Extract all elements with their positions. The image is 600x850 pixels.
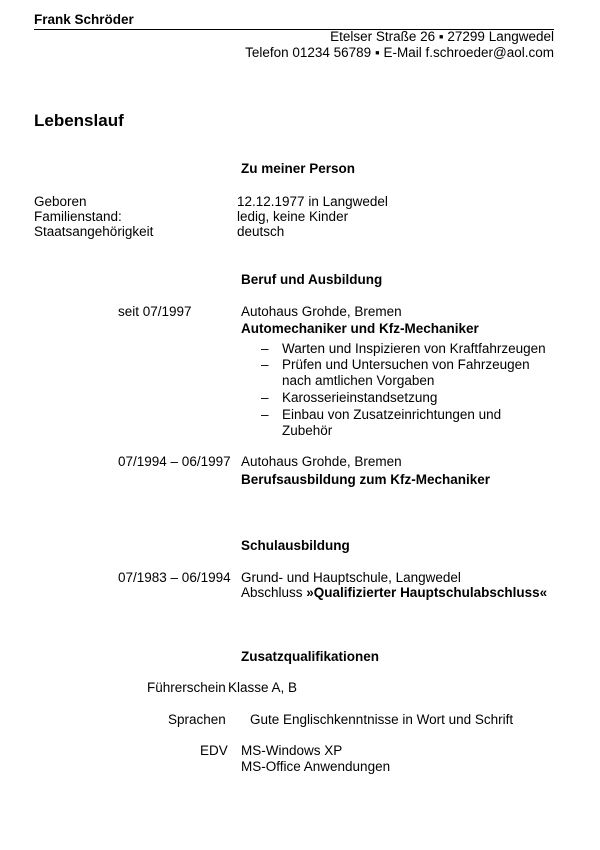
document-title: Lebenslauf: [34, 111, 124, 130]
school-degree: [241, 585, 547, 601]
label-fuehrerschein: Führerschein: [147, 680, 226, 695]
bullet-dash: –: [261, 390, 269, 405]
value-staatsangehoerigkeit: deutsch: [237, 224, 285, 239]
value-fuehrerschein: Klasse A, B: [228, 680, 298, 695]
section-heading-schule: Schulausbildung: [241, 538, 350, 553]
label-sprachen: Sprachen: [168, 712, 226, 727]
degree-name: »Qualifizierter Hauptschulabschluss«: [306, 585, 548, 600]
label-edv: EDV: [200, 743, 228, 758]
value-edv: MS-Office Anwendungen: [241, 759, 391, 774]
bullet-dash: –: [261, 357, 269, 372]
duty-item: Prüfen und Untersuchen von Fahrzeugen: [282, 357, 530, 372]
applicant-name: Frank Schröder: [34, 12, 134, 27]
section-heading-person: Zu meiner Person: [241, 161, 356, 176]
section-heading-zusatz: Zusatzqualifikationen: [241, 649, 380, 664]
bullet-dash: –: [261, 341, 269, 356]
role-current-job: Automechaniker und Kfz-Mechaniker: [241, 321, 479, 336]
period-school: 07/1983 – 06/1994: [118, 570, 231, 585]
section-heading-beruf: Beruf und Ausbildung: [241, 272, 383, 287]
employer-current-job: Autohaus Grohde, Bremen: [241, 304, 402, 319]
duty-item: Einbau von Zusatzeinrichtungen und: [282, 407, 502, 422]
duty-item: Warten und Inspizieren von Kraftfahrzeugen: [282, 341, 546, 356]
label-familienstand: Familienstand:: [34, 209, 122, 224]
value-geboren: 12.12.1977 in Langwedel: [237, 194, 388, 209]
duty-item-continued: Zubehör: [282, 423, 333, 438]
period-apprenticeship: 07/1994 – 06/1997: [118, 454, 231, 469]
contact-line: Telefon 01234 56789 ▪ E-Mail f.schroeder@aol.com: [245, 45, 554, 60]
label-geboren: Geboren: [34, 194, 87, 209]
value-edv: MS-Windows XP: [241, 743, 343, 758]
duty-item-continued: nach amtlichen Vorgaben: [282, 373, 435, 388]
school-name: Grund- und Hauptschule, Langwedel: [241, 570, 461, 585]
value-sprachen: Gute Englischkenntnisse in Wort und Schrift: [250, 712, 514, 727]
bullet-dash: –: [261, 407, 269, 422]
role-apprenticeship: Berufsausbildung zum Kfz-Mechaniker: [241, 472, 491, 487]
value-familienstand: ledig, keine Kinder: [237, 209, 349, 224]
degree-prefix: Abschluss: [241, 585, 307, 600]
period-current-job: seit 07/1997: [118, 304, 192, 319]
duty-item: Karosserieinstandsetzung: [282, 390, 438, 405]
label-staatsangehoerigkeit: Staatsangehörigkeit: [34, 224, 154, 239]
employer-apprenticeship: Autohaus Grohde, Bremen: [241, 454, 402, 469]
address-line: Etelser Straße 26 ▪ 27299 Langwedel: [330, 29, 554, 44]
